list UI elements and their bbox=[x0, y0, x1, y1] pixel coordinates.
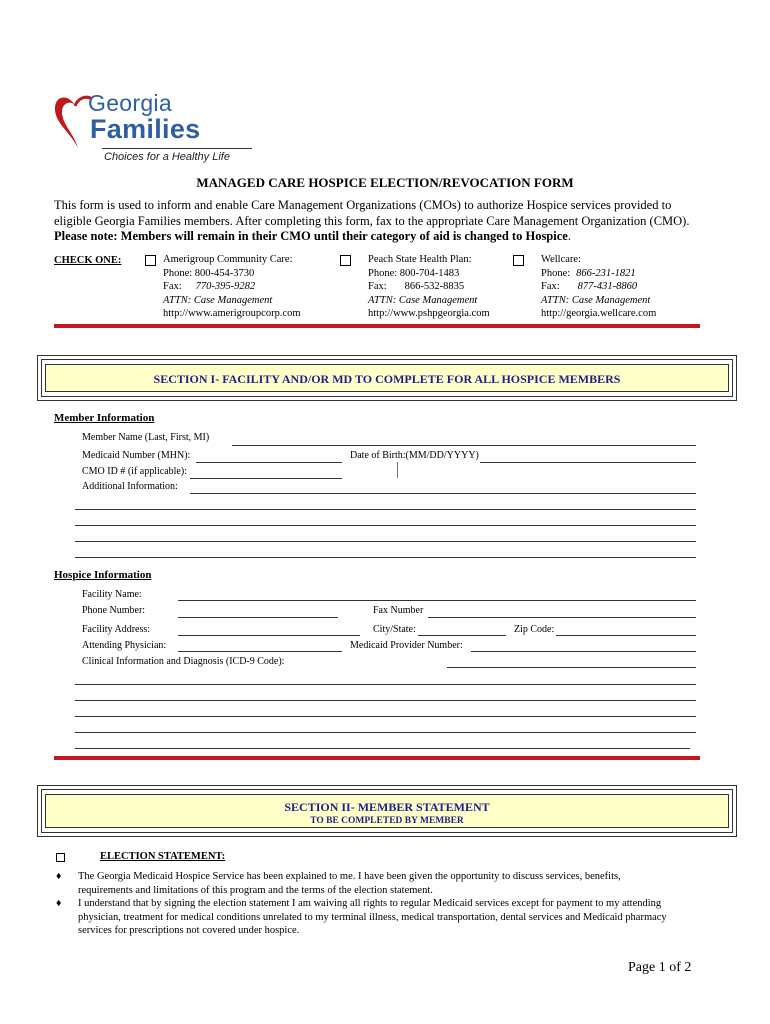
cmo-fax: 866-532-8835 bbox=[404, 281, 465, 292]
phone-number-label: Phone Number: bbox=[82, 605, 146, 616]
cmo-fax-label: Fax: bbox=[368, 281, 387, 292]
page-number: Page 1 of 2 bbox=[628, 960, 692, 975]
bullet-2 bbox=[78, 897, 728, 938]
bullet-1-line-1: The Georgia Medicaid Hospice Service has been explained to me. I have been given the opportunity to discuss services, benefits, bbox=[78, 871, 621, 882]
wellcare-checkbox[interactable] bbox=[513, 255, 524, 266]
section2-title: SECTION II- MEMBER STATEMENT bbox=[284, 800, 490, 814]
city-state-label: City/State: bbox=[373, 624, 416, 635]
medicaid-number-label: Medicaid Number (MHN): bbox=[82, 450, 191, 461]
phone-number-line[interactable] bbox=[178, 617, 338, 618]
cmo-phone: Phone: 800-454-3730 bbox=[163, 267, 255, 279]
clinical-line-3[interactable] bbox=[75, 700, 696, 701]
cmo-name: Peach State Health Plan: bbox=[368, 254, 472, 265]
logo bbox=[52, 92, 262, 167]
intro-note-bold: Please note: Members will remain in their CMO until their category of aid is changed to Hospice bbox=[54, 229, 568, 243]
facility-address-label: Facility Address: bbox=[82, 624, 151, 635]
clinical-line-2[interactable] bbox=[75, 684, 696, 685]
cmo-fax-row bbox=[368, 280, 528, 294]
city-state-line[interactable] bbox=[418, 635, 506, 636]
check-one-label: CHECK ONE: bbox=[54, 255, 122, 266]
cmo-amerigroup bbox=[163, 253, 338, 321]
dob-line[interactable] bbox=[480, 462, 696, 463]
cmo-phone-row bbox=[541, 267, 701, 281]
intro-text bbox=[54, 198, 704, 245]
fax-number-label: Fax Number bbox=[373, 605, 424, 616]
hospice-info-heading: Hospice Information bbox=[54, 569, 152, 581]
cmo-fax-label: Fax: bbox=[163, 281, 182, 292]
cmo-name: Amerigroup Community Care: bbox=[163, 254, 293, 265]
cmo-id-line[interactable] bbox=[190, 478, 342, 479]
intro-note-end: . bbox=[567, 229, 571, 243]
cmo-attn: ATTN: Case Management bbox=[368, 294, 478, 306]
peach-state-checkbox[interactable] bbox=[340, 255, 351, 266]
medicaid-provider-line[interactable] bbox=[471, 651, 696, 652]
cmo-url[interactable]: http://www.pshpgeorgia.com bbox=[368, 308, 490, 319]
clinical-line-5[interactable] bbox=[75, 732, 696, 733]
cmo-attn: ATTN: Case Management bbox=[163, 294, 273, 306]
cmo-attn: ATTN: Case Management bbox=[541, 294, 651, 306]
cmo-id-label: CMO ID # (if applicable): bbox=[82, 466, 187, 477]
fax-number-line[interactable] bbox=[428, 617, 696, 618]
cmo-phone: Phone: 800-704-1483 bbox=[368, 267, 460, 279]
facility-name-line[interactable] bbox=[178, 600, 696, 601]
bullet-2-line-1: I understand that by signing the election statement I am waiving all rights to regular Medicaid services except for payment to my attending bbox=[78, 898, 662, 909]
intro-line-1: This form is used to inform and enable Care Management Organizations (CMOs) to authorize Hospice services provided to bbox=[54, 198, 672, 212]
section1-banner bbox=[45, 364, 729, 392]
section2-banner bbox=[45, 794, 729, 828]
section2-subtitle: TO BE COMPLETED BY MEMBER bbox=[310, 816, 464, 826]
cmo-fax-row bbox=[541, 280, 701, 294]
cmo-phone: 866-231-1821 bbox=[576, 267, 636, 279]
additional-line-5[interactable] bbox=[75, 557, 696, 558]
bullet-1-line-2: requirements and limitations of this program and the terms of the election statement. bbox=[78, 884, 433, 896]
facility-name-label: Facility Name: bbox=[82, 589, 142, 600]
cmo-fax: 770-395-9282 bbox=[195, 281, 256, 292]
cmo-wellcare bbox=[541, 253, 701, 321]
cmo-fax-row bbox=[163, 280, 338, 294]
cmo-url[interactable]: http://georgia.wellcare.com bbox=[541, 308, 657, 319]
cmo-name: Wellcare: bbox=[541, 254, 581, 265]
logo-rule bbox=[102, 148, 252, 149]
bullet-2-line-2: physician, treatment for medical conditions unrelated to my terminal illness, medical transportation, dental services and Medicaid pharmacy bbox=[78, 911, 667, 923]
additional-info-label: Additional Information: bbox=[82, 481, 178, 492]
additional-line-1[interactable] bbox=[190, 493, 696, 494]
attending-label: Attending Physician: bbox=[82, 640, 167, 651]
additional-line-4[interactable] bbox=[75, 541, 696, 542]
cmo-fax: 877-431-8860 bbox=[577, 281, 638, 292]
section1-title: SECTION I- FACILITY AND/OR MD TO COMPLETE FOR ALL HOSPICE MEMBERS bbox=[153, 372, 621, 386]
intro-note bbox=[54, 229, 704, 245]
text-cursor bbox=[397, 462, 398, 478]
logo-georgia: Georgia bbox=[88, 90, 172, 116]
cmo-peach-state bbox=[368, 253, 528, 321]
bullet-1 bbox=[78, 870, 718, 897]
amerigroup-checkbox[interactable] bbox=[145, 255, 156, 266]
logo-families: Families bbox=[90, 114, 201, 144]
bullet-2-line-3: services for prescriptions not covered under hospice. bbox=[78, 925, 300, 936]
red-divider-2 bbox=[54, 756, 700, 760]
cmo-fax-label: Fax: bbox=[541, 281, 560, 292]
medicaid-provider-label: Medicaid Provider Number: bbox=[350, 640, 463, 651]
form-title: MANAGED CARE HOSPICE ELECTION/REVOCATION FORM bbox=[196, 175, 574, 190]
logo-tagline: Choices for a Healthy Life bbox=[104, 151, 230, 163]
cmo-phone-label: Phone: bbox=[541, 267, 571, 279]
member-info-heading: Member Information bbox=[54, 412, 155, 424]
clinical-label: Clinical Information and Diagnosis (ICD-9 Code): bbox=[82, 656, 285, 667]
additional-line-3[interactable] bbox=[75, 525, 696, 526]
cmo-url[interactable]: http://www.amerigroupcorp.com bbox=[163, 308, 301, 319]
clinical-line-1[interactable] bbox=[447, 667, 696, 668]
zip-line[interactable] bbox=[556, 635, 696, 636]
zip-label: Zip Code: bbox=[514, 624, 555, 635]
election-heading: ELECTION STATEMENT: bbox=[100, 851, 226, 862]
dob-label: Date of Birth:(MM/DD/YYYY) bbox=[350, 450, 479, 461]
facility-address-line[interactable] bbox=[178, 635, 360, 636]
intro-line-2: eligible Georgia Families members. After completing this form, fax to the appropriate Care Management Organization (CMO). bbox=[54, 213, 690, 228]
member-name-label: Member Name (Last, First, MI) bbox=[82, 432, 210, 443]
bullet-diamond-icon: ♦ bbox=[56, 898, 62, 909]
member-name-line[interactable] bbox=[232, 445, 696, 446]
additional-line-2[interactable] bbox=[75, 509, 696, 510]
election-checkbox[interactable] bbox=[56, 853, 65, 862]
bullet-diamond-icon: ♦ bbox=[56, 871, 62, 882]
clinical-line-4[interactable] bbox=[75, 716, 696, 717]
clinical-line-6[interactable] bbox=[75, 748, 690, 749]
red-divider bbox=[54, 324, 700, 328]
attending-line[interactable] bbox=[178, 651, 342, 652]
medicaid-number-line[interactable] bbox=[196, 462, 342, 463]
